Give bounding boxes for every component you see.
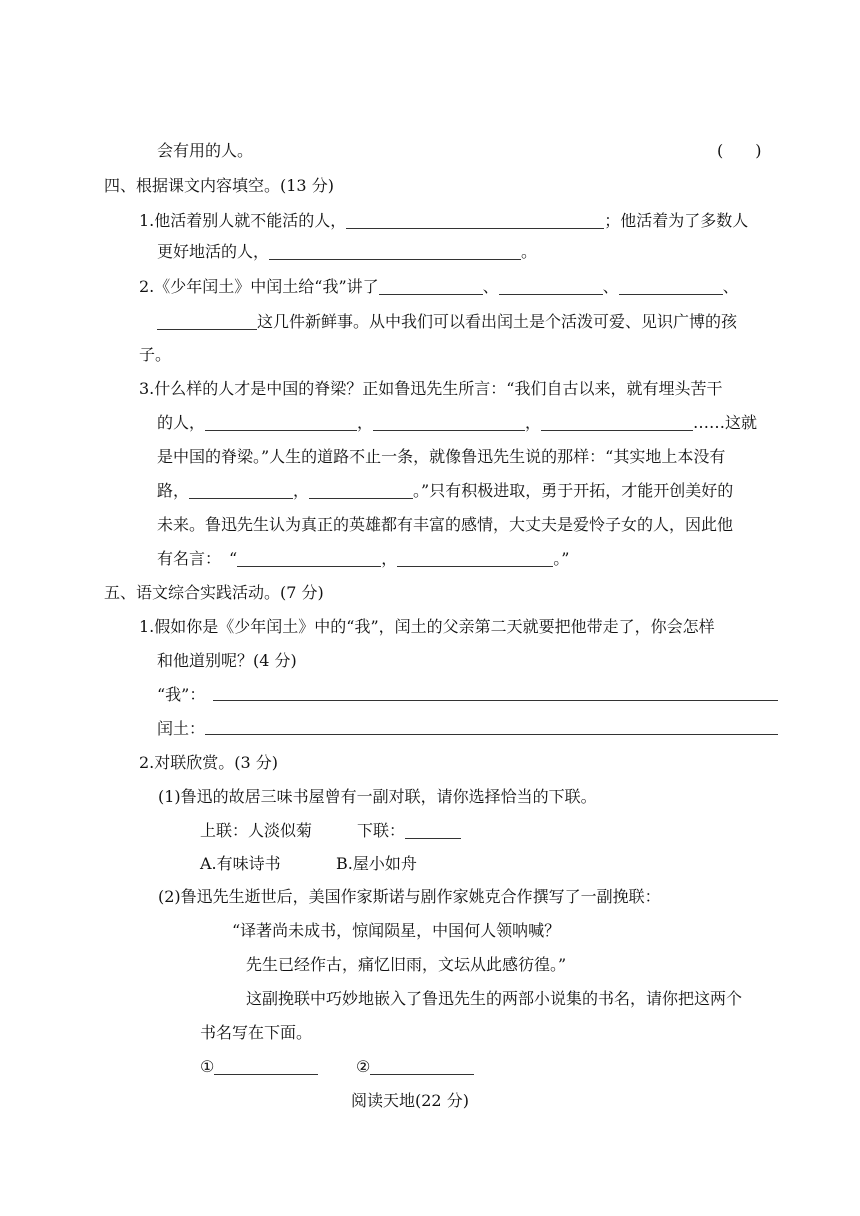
question-4-2-line2 [157,311,737,333]
fill-blank[interactable] [499,278,603,295]
separator: ， [525,413,542,432]
question-text: 下联： [357,821,406,840]
couplet-upper: 上联：人淡似菊 [200,821,313,840]
book-answer-2 [356,1056,474,1078]
fill-blank[interactable] [346,212,604,229]
question-text: 2.《少年闰土》中闰土给“我”讲了 [139,277,379,296]
question-5-2-2-prompt: 这副挽联中巧妙地嵌入了鲁迅先生的两部小说集的书名，请你把这两个 [246,989,743,1008]
separator: ， [357,413,374,432]
book-answer-1 [200,1056,318,1078]
fill-blank[interactable] [397,550,553,567]
fill-blank[interactable] [205,414,357,431]
separator: ， [293,481,310,500]
option-b[interactable]: B.屋小如舟 [336,854,417,873]
question-text: ……这就 [693,413,758,432]
elegy-line-2: 先生已经作古，痛忆旧雨，文坛从此感彷徨。” [246,955,567,974]
fill-blank[interactable] [373,414,525,431]
question-4-2-line3: 子。 [139,345,172,364]
separator: ， [381,549,398,568]
question-4-3-line6 [157,548,569,570]
question-text: 。”只有积极进取，勇于开拓，才能开创美好的 [413,481,734,500]
question-5-2-2: (2)鲁迅先生逝世后，美国作家斯诺与剧作家姚克合作撰写了一副挽联： [158,887,661,906]
fill-blank[interactable] [541,414,693,431]
answer-label-me: “我”： [157,685,206,704]
fill-blank[interactable] [309,482,413,499]
previous-item-tail: 会有用的人。 [157,141,254,160]
question-text: 。” [553,549,570,568]
fill-blank[interactable] [214,1058,318,1075]
fill-blank[interactable] [157,313,257,330]
circled-number: ② [356,1057,371,1076]
question-4-2-line1 [139,276,739,298]
circled-number: ① [200,1057,215,1076]
separator: 、 [602,277,619,296]
question-text: 1.他活着别人就不能活的人， [139,211,347,230]
question-5-1-line1: 1.假如你是《少年闰土》中的“我”，闰土的父亲第二天就要把他带走了，你会怎样 [139,617,715,636]
fill-blank[interactable] [379,278,483,295]
question-4-1-line1 [139,210,748,232]
answer-label-runtu: 闰土： [157,719,206,738]
option-a[interactable]: A.有味诗书 [200,854,281,873]
question-5-2-1: (1)鲁迅的故居三味书屋曾有一副对联，请你选择恰当的下联。 [158,787,597,806]
fill-blank[interactable] [269,243,521,260]
fill-blank[interactable] [189,482,293,499]
reading-section-title: 阅读天地(22 分) [351,1091,469,1110]
section-4-title: 四、根据课文内容填空。(13 分) [104,176,334,195]
separator: 、 [722,277,739,296]
answer-parentheses[interactable]: ( ) [717,141,762,160]
fill-blank[interactable] [370,1058,474,1075]
answer-line-me[interactable] [213,700,778,701]
answer-line-runtu[interactable] [205,734,778,735]
question-text: 。 [521,242,538,261]
question-text: ；他活着为了多数人 [604,211,749,230]
question-4-3-line2 [157,412,757,434]
question-text: 路， [157,481,190,500]
question-4-3-line3: 是中国的脊梁。”人生的道路不止一条，就像鲁迅先生说的那样：“其实地上本没有 [157,447,726,466]
couplet-lower [357,820,461,842]
question-5-2: 2.对联欣赏。(3 分) [139,753,279,772]
separator: 、 [482,277,499,296]
question-4-1-line2 [157,241,537,263]
fill-blank[interactable] [237,550,381,567]
question-4-3-line1: 3.什么样的人才是中国的脊梁？正如鲁迅先生所言：“我们自古以来，就有埋头苦干 [139,379,723,398]
question-4-3-line4 [157,480,733,502]
question-text: 更好地活的人， [157,242,270,261]
elegy-line-1: “译著尚未成书，惊闻陨星，中国何人领呐喊？ [232,921,561,940]
question-text: 有名言： “ [157,549,238,568]
question-4-3-line5: 未来。鲁迅先生认为真正的英雄都有丰富的感情，大丈夫是爱怜子女的人，因此他 [157,515,734,534]
question-text: 这几件新鲜事。从中我们可以看出闰土是个活泼可爱、见识广博的孩 [257,312,738,331]
fill-blank[interactable] [405,822,461,839]
question-text: 的人， [157,413,206,432]
fill-blank[interactable] [619,278,723,295]
question-5-2-2-prompt-end: 书名写在下面。 [200,1023,313,1042]
question-5-1-line2: 和他道别呢？(4 分) [157,651,297,670]
section-5-title: 五、语文综合实践活动。(7 分) [104,583,324,602]
